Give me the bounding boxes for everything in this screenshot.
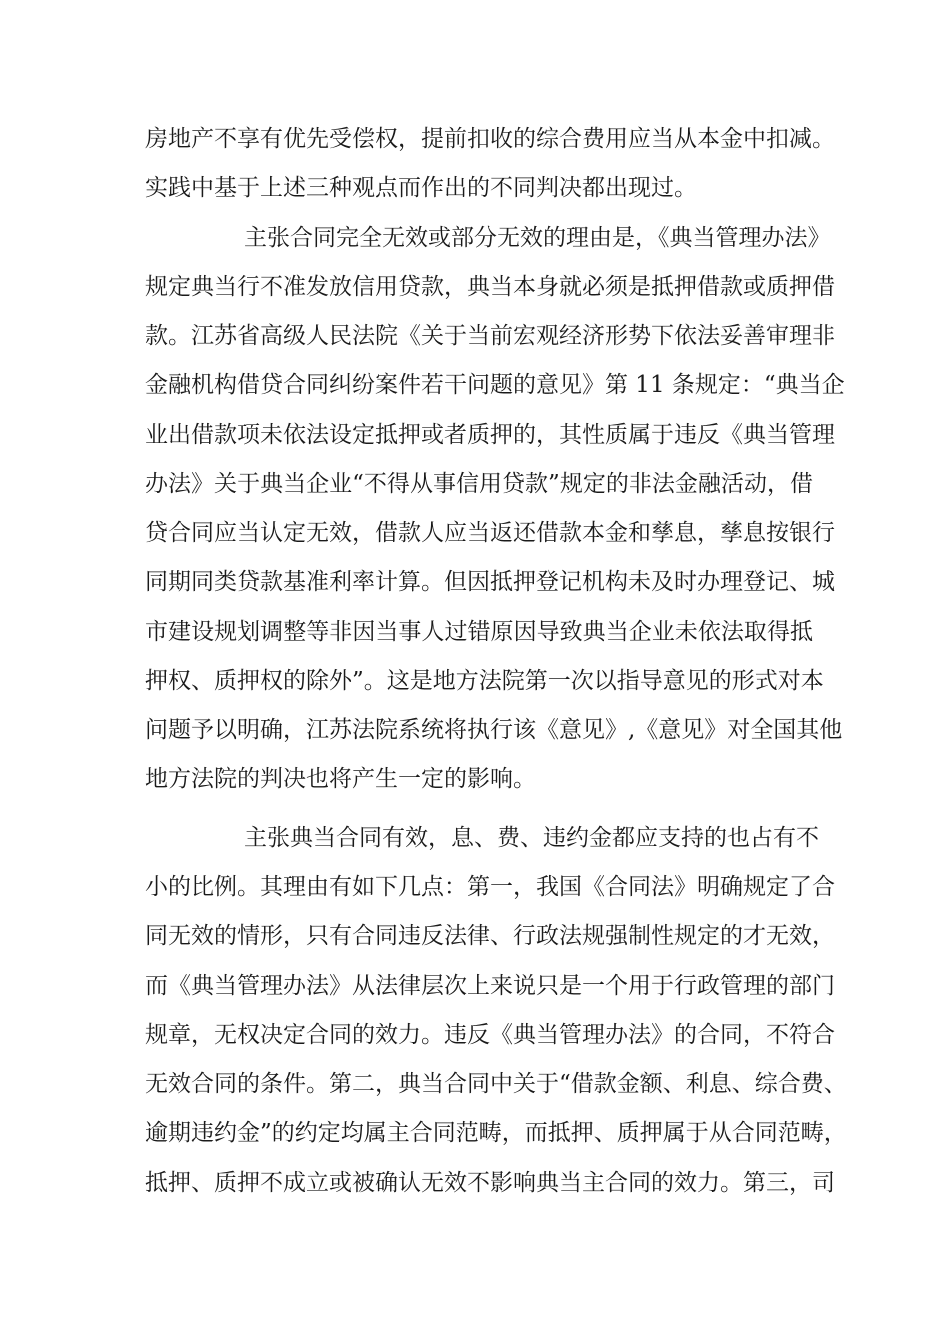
paragraph-start-line: 主张合同完全无效或部分无效的理由是，《典当管理办法》 <box>244 225 831 251</box>
text-line: 同期同类贷款基准利率计算。但因抵押登记机构未及时办理登记、城 <box>145 569 835 595</box>
text-line: 而《典当管理办法》从法律层次上来说只是一个用于行政管理的部门 <box>145 973 835 999</box>
text-line: 规定典当行不准发放信用贷款，典当本身就必须是抵押借款或质押借 <box>145 274 835 300</box>
text-line: 实践中基于上述三种观点而作出的不同判决都出现过。 <box>145 175 697 201</box>
text-line: 问题予以明确，江苏法院系统将执行该《意见》,《意见》对全国其他 <box>145 717 843 743</box>
text-line: 同无效的情形，只有合同违反法律、行政法规强制性规定的才无效， <box>145 923 835 949</box>
text-line: 无效合同的条件。第二，典当合同中关于“借款金额、利息、综合费、 <box>145 1071 847 1097</box>
paragraph-start-line: 主张典当合同有效，息、费、违约金都应支持的也占有不 <box>244 825 819 851</box>
text-line: 贷合同应当认定无效，借款人应当返还借款本金和孳息，孳息按银行 <box>145 520 835 546</box>
text-line: 房地产不享有优先受偿权，提前扣收的综合费用应当从本金中扣减。 <box>145 126 835 152</box>
text-line: 押权、质押权的除外”。这是地方法院第一次以指导意见的形式对本 <box>145 668 824 694</box>
text-line: 办法》关于典当企业“不得从事信用贷款”规定的非法金融活动，借 <box>145 471 813 497</box>
text-line: 规章，无权决定合同的效力。违反《典当管理办法》的合同，不符合 <box>145 1022 835 1048</box>
text-line: 地方法院的判决也将产生一定的影响。 <box>145 766 536 792</box>
text-line: 业出借款项未依法设定抵押或者质押的，其性质属于违反《典当管理 <box>145 422 835 448</box>
text-line: 逾期违约金”的约定均属主合同范畴，而抵押、质押属于从合同范畴， <box>145 1120 847 1146</box>
text-line: 金融机构借贷合同纠纷案件若干问题的意见》第 11 条规定：“典当企 <box>145 372 845 398</box>
text-line: 款。江苏省高级人民法院《关于当前宏观经济形势下依法妥善审理非 <box>145 323 835 349</box>
text-line: 市建设规划调整等非因当事人过错原因导致典当企业未依法取得抵 <box>145 619 813 645</box>
text-line: 小的比例。其理由有如下几点：第一，我国《合同法》明确规定了合 <box>145 874 835 900</box>
text-line: 抵押、质押不成立或被确认无效不影响典当主合同的效力。第三，司 <box>145 1170 835 1196</box>
